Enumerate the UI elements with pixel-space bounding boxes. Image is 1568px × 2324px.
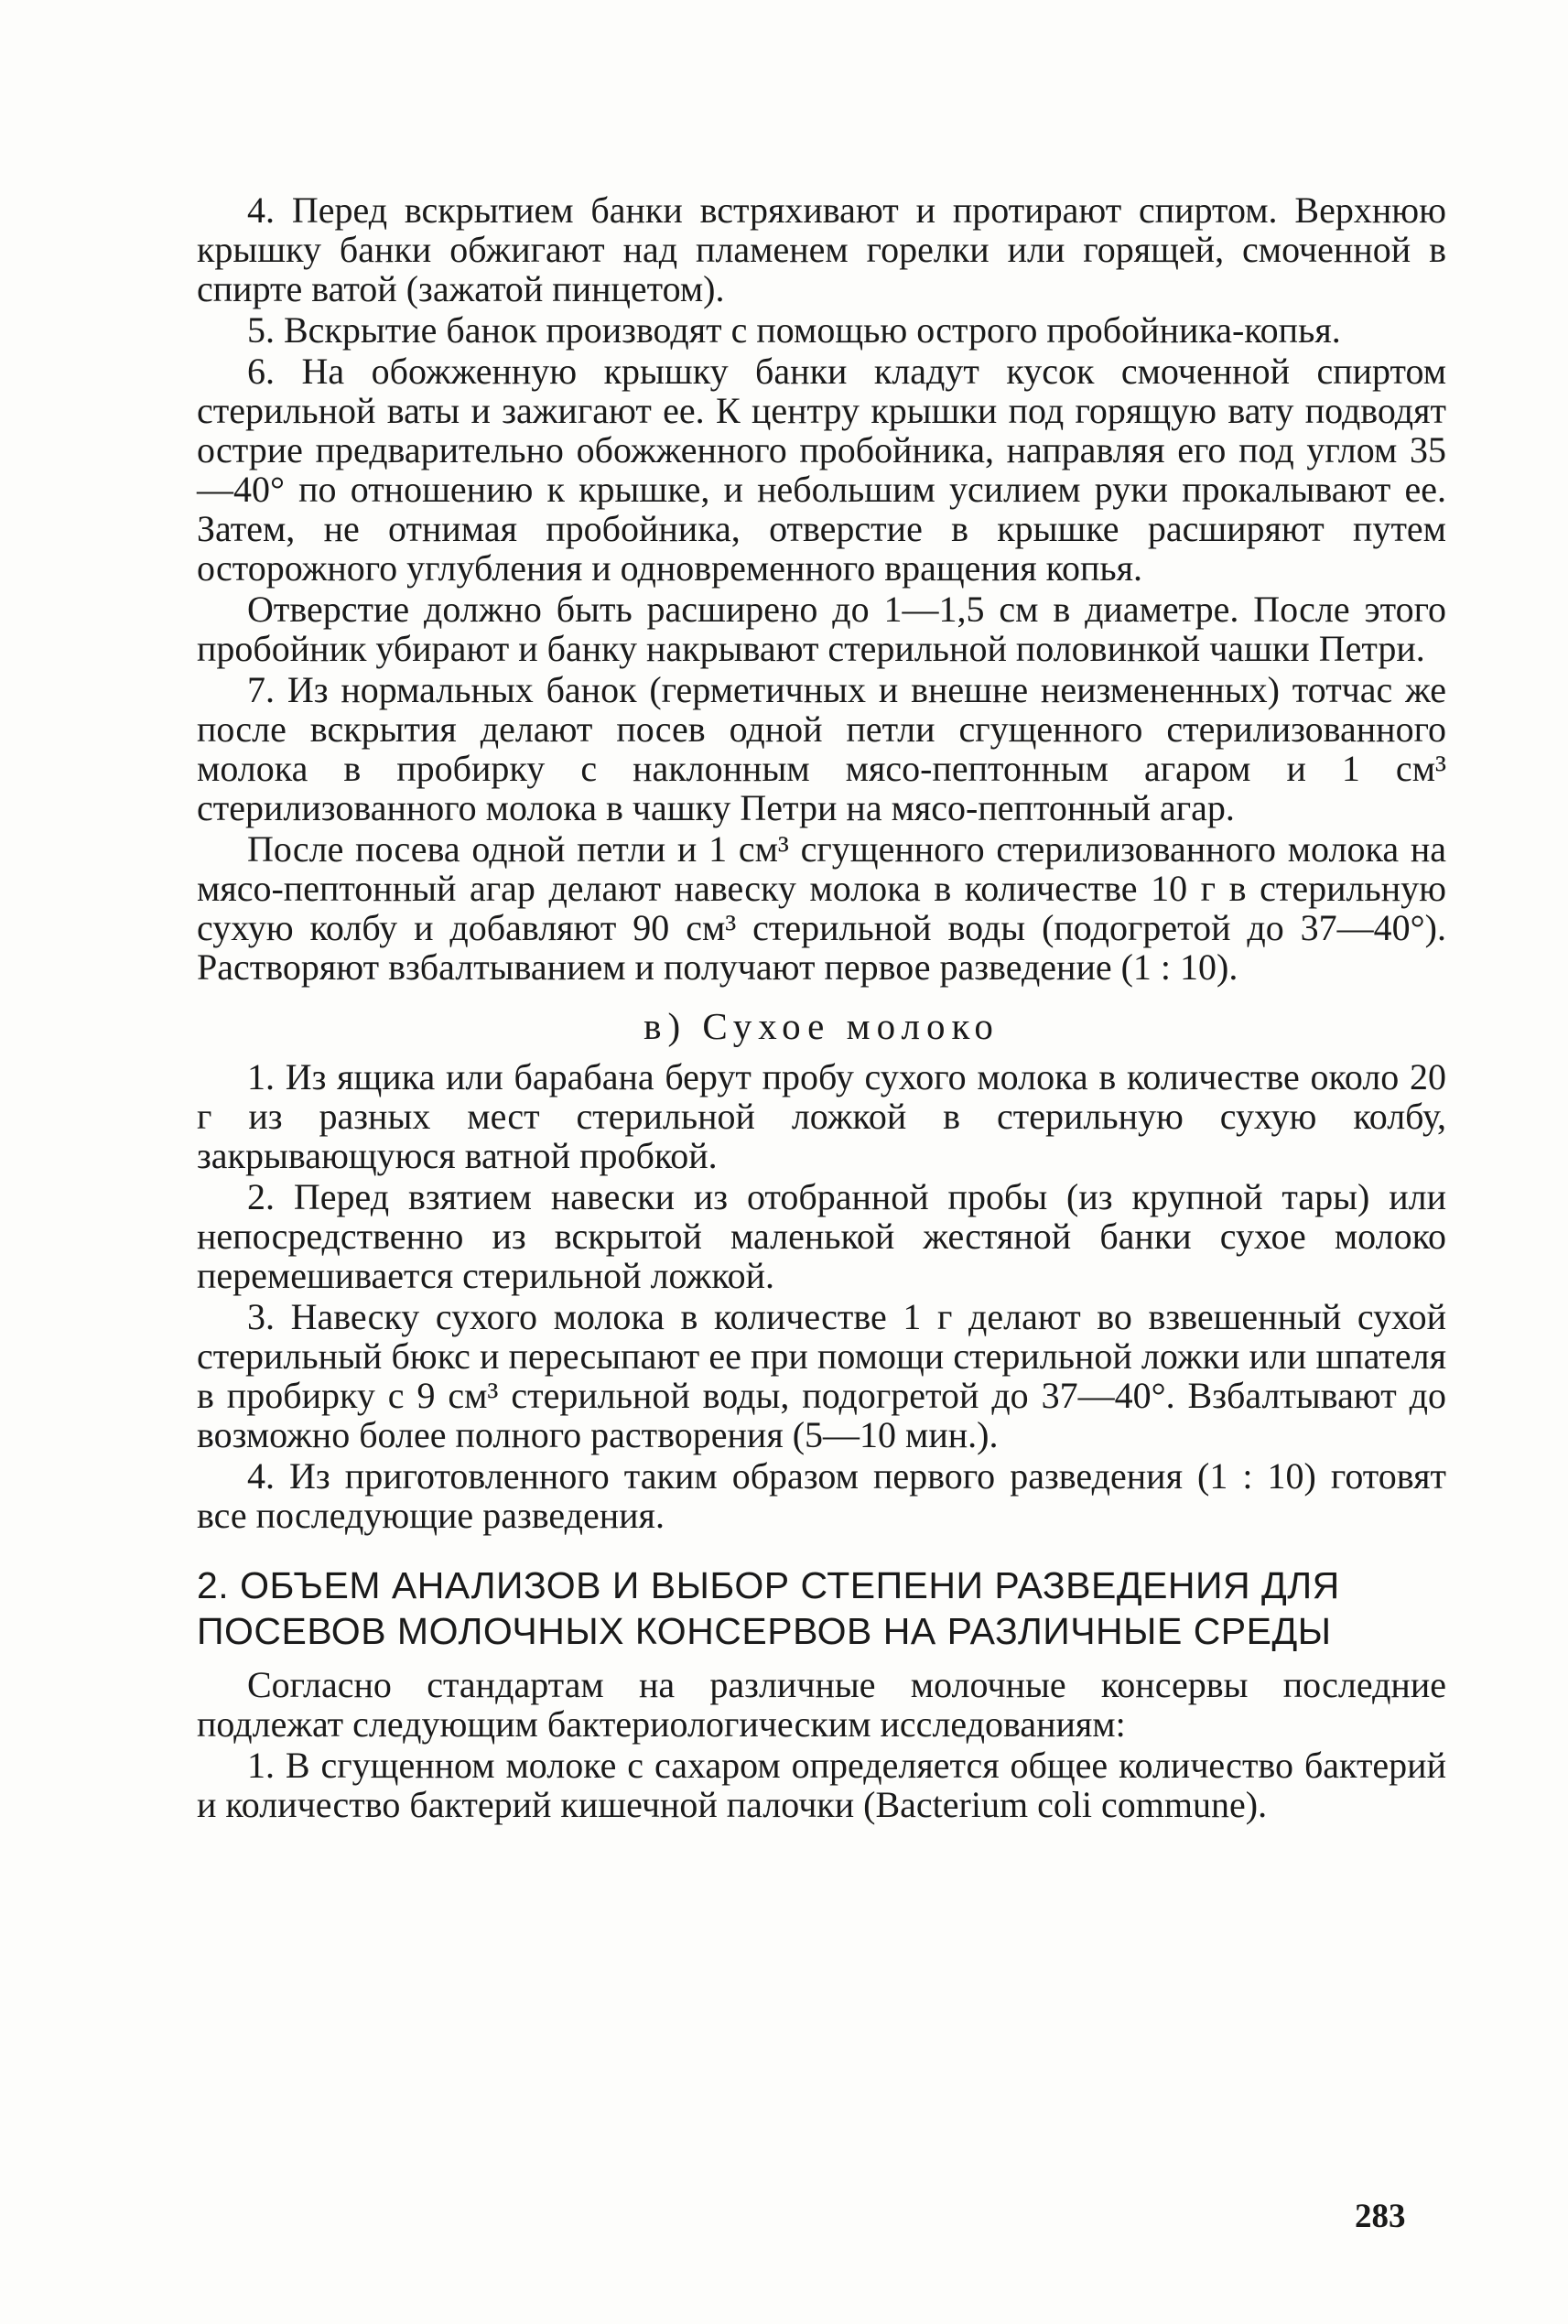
paragraph: 2. Перед взятием навески из отобранной пробы (из крупной тары) или непосредственно из вскрытой маленькой жестяной банки сухое молоко перемешивается стерильной ложкой. <box>197 1176 1446 1296</box>
paragraph: 7. Из нормальных банок (герметичных и внешне неизмененных) тотчас же после вскрытия делают посев одной петли сгущенного стерилизованного молока в пробирку с наклонным мясо-пептонным агаром и 1 см³ стерилизованного молока в чашку Петри на мясо-пептонный агар. <box>197 669 1446 828</box>
paragraph: 1. В сгущенном молоке с сахаром определяется общее количество бактерий и количество бактерий кишечной палочки (Bacterium coli commune). <box>197 1745 1446 1825</box>
paragraph: 4. Из приготовленного таким образом первого разведения (1 : 10) готовят все последующие разведения. <box>197 1455 1446 1536</box>
paragraph: 1. Из ящика или барабана берут пробу сухого молока в количестве около 20 г из разных мест стерильной ложкой в стерильную сухую колбу, закрывающуюся ватной пробкой. <box>197 1056 1446 1176</box>
paragraph: После посева одной петли и 1 см³ сгущенного стерилизованного молока на мясо-пептонный агар делают навеску молока в количестве 10 г в стерильную сухую колбу и добавляют 90 см³ стерильной воды (подогретой до 37—40°). Растворяют взбалтыванием и получают первое разведение (1 : 10). <box>197 828 1446 988</box>
paragraph: 6. На обожженную крышку банки кладут кусок смоченной спиртом стерильной ваты и зажигают ее. К центру крышки под горящую вату подводят острие предварительно обожженного пробойника, направляя его под углом 35—40° по отношению к крышке, и небольшим усилием руки прокалывают ее. Затем, не отнимая пробойника, отверстие в крышке расширяют путем осторожного углубления и одновременного вращения копья. <box>197 351 1446 589</box>
paragraph: 3. Навеску сухого молока в количестве 1 г делают во взвешенный сухой стерильный бюкс и пересыпают ее при помощи стерильной ложки или шпателя в пробирку с 9 см³ стерильной воды, подогретой до 37—40°. Взбалтывают до возможно более полного растворения (5—10 мин.). <box>197 1296 1446 1455</box>
paragraph: Согласно стандартам на различные молочные консервы последние подлежат следующим бактериологическим исследованиям: <box>197 1664 1446 1745</box>
section-heading: 2. ОБЪЕМ АНАЛИЗОВ И ВЫБОР СТЕПЕНИ РАЗВЕДЕНИЯ ДЛЯ ПОСЕВОВ МОЛОЧНЫХ КОНСЕРВОВ НА РАЗЛИЧНЫЕ СРЕДЫ <box>197 1564 1340 1652</box>
paragraph: 4. Перед вскрытием банки встряхивают и протирают спиртом. Верхнюю крышку банки обжигают над пламенем горелки или горящей, смоченной в спирте ватой (зажатой пинцетом). <box>197 189 1446 309</box>
subheading-dry-milk: в) Сухое молоко <box>643 1005 1000 1047</box>
paragraph: Отверстие должно быть расширено до 1—1,5 см в диаметре. После этого пробойник убирают и банку накрывают стерильной половинкой чашки Петри. <box>197 589 1446 669</box>
page-number: 283 <box>1355 2198 1406 2235</box>
paragraph: 5. Вскрытие банок производят с помощью острого пробойника-копья. <box>247 309 1341 351</box>
page-text <box>197 190 1446 1824</box>
